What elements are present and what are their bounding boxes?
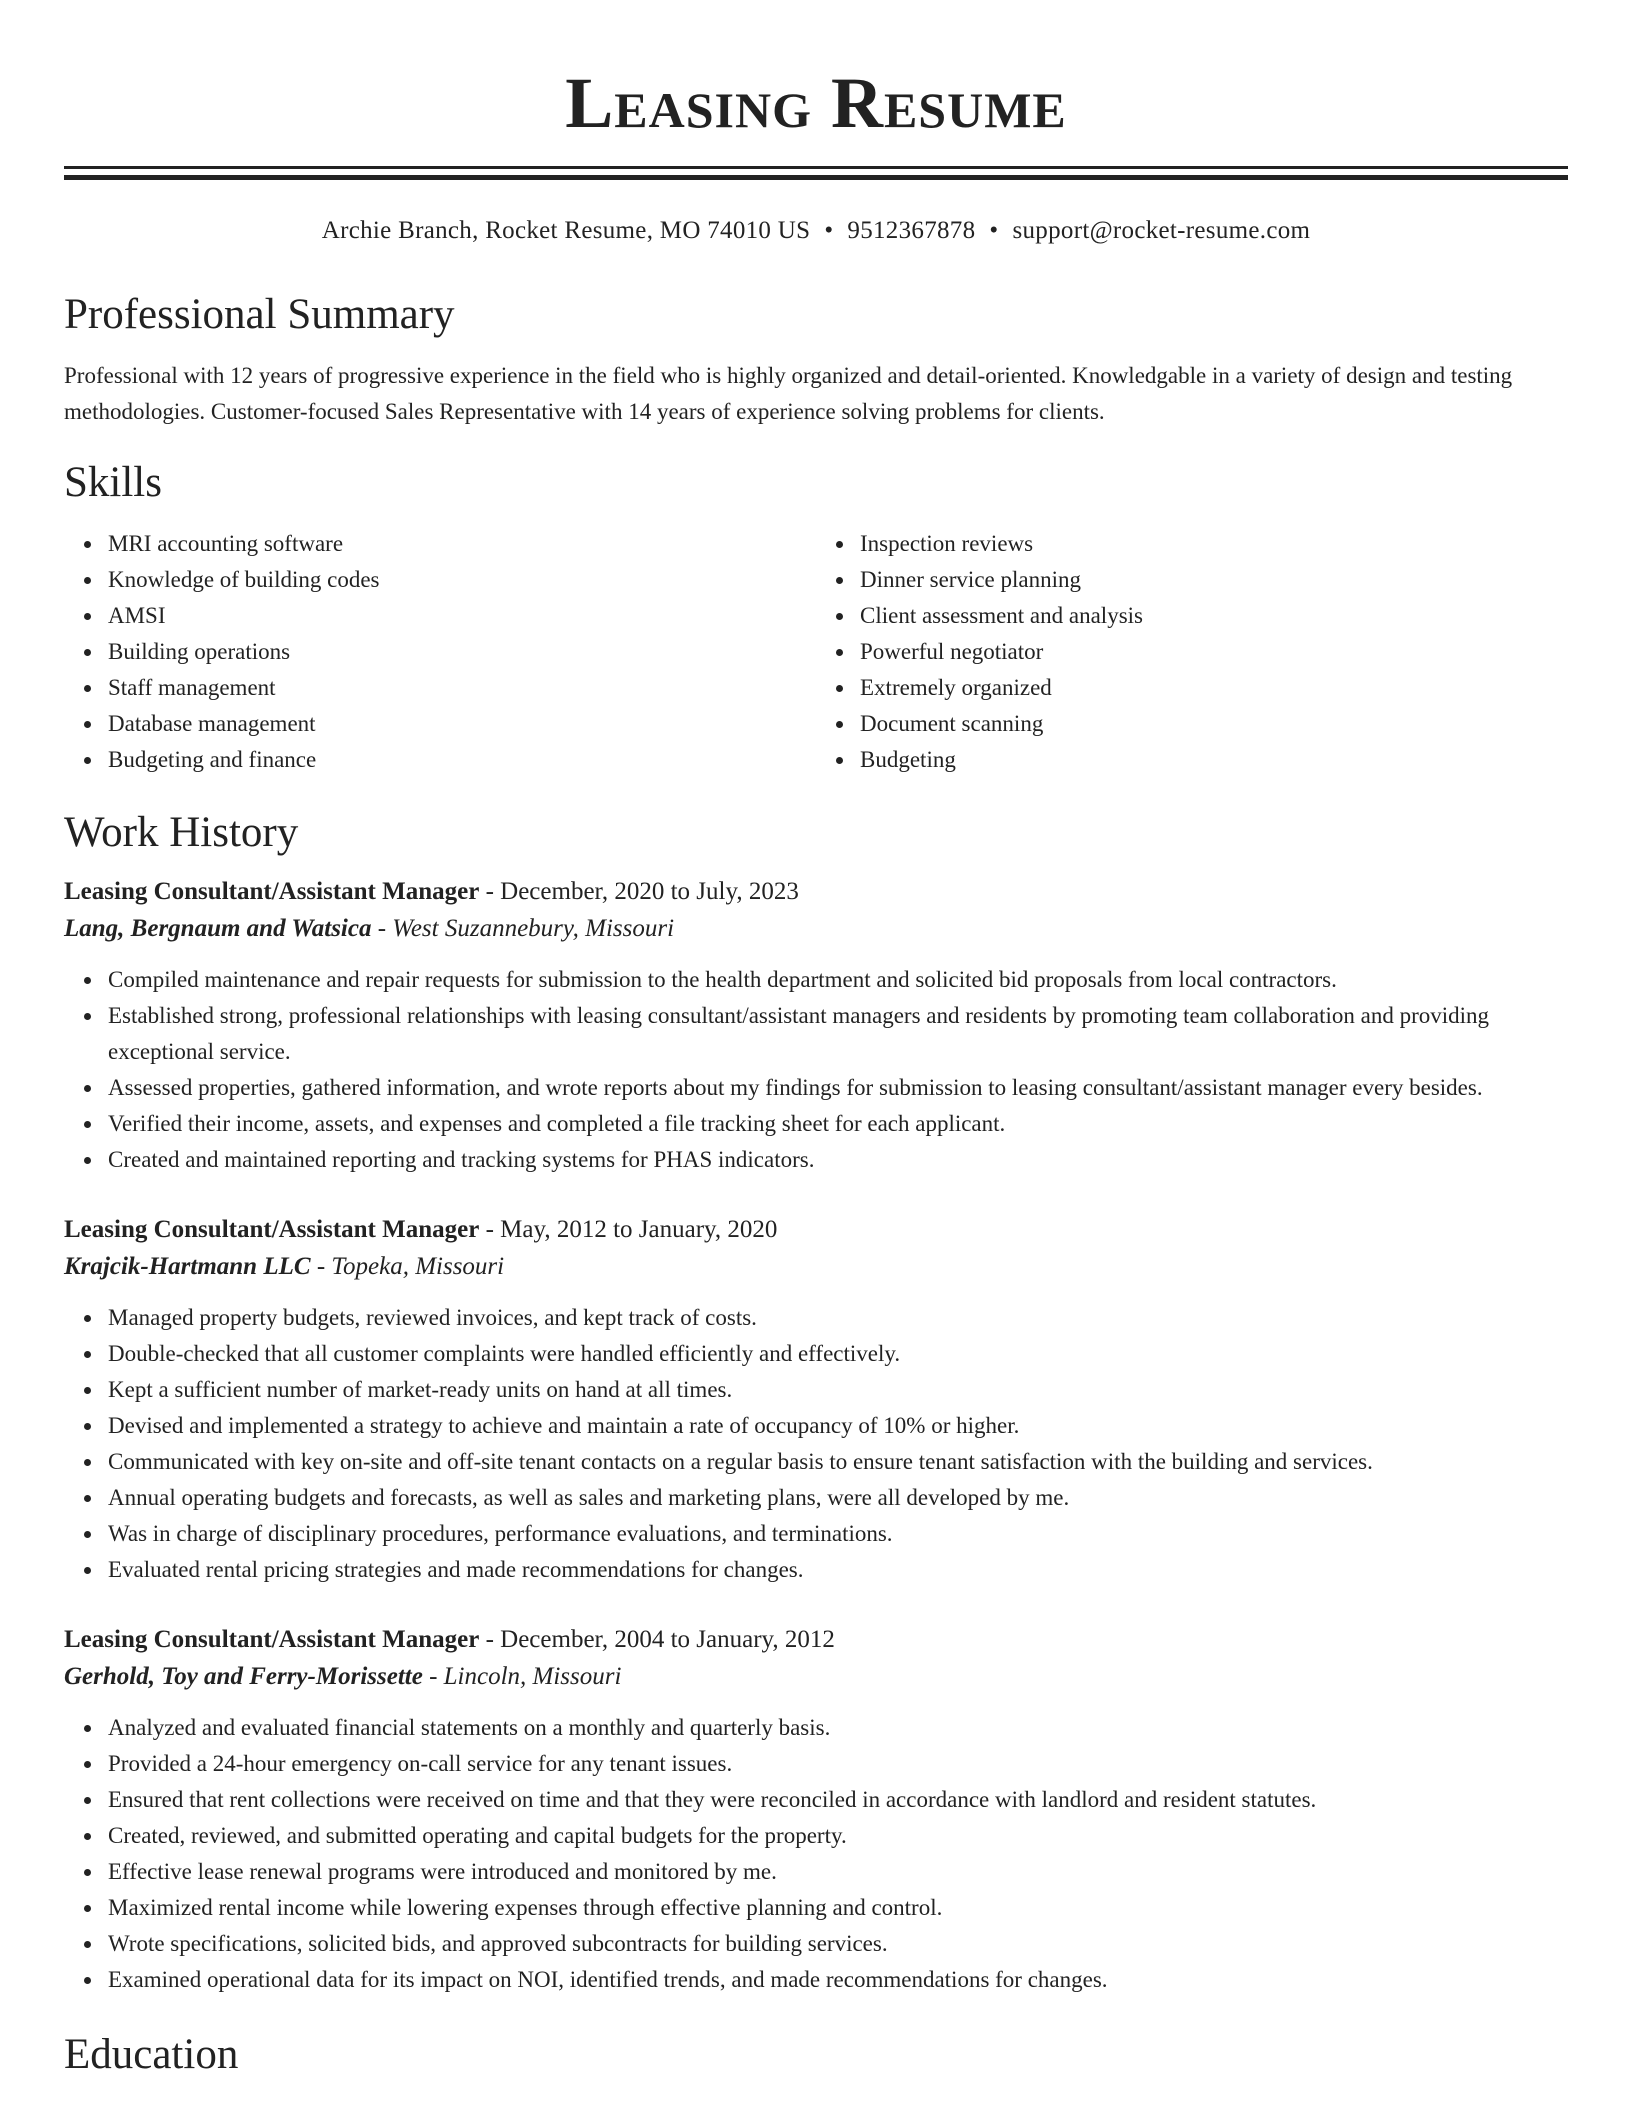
skills-list-right [816,526,1568,778]
job-bullet: Compiled maintenance and repair requests for submission to the health department and solicited bid proposals from local contractors. [108,962,1568,998]
skill-item: Extremely organized [860,670,1568,706]
skill-item: Document scanning [860,706,1568,742]
job-title-line [64,1212,1568,1248]
skill-item: AMSI [108,598,816,634]
section-heading-summary: Professional Summary [64,291,455,338]
job-bullet: Kept a sufficient number of market-ready units on hand at all times. [108,1372,1568,1408]
resume-title: Leasing Resume [565,63,1067,143]
job-bullet: Evaluated rental pricing strategies and made recommendations for changes. [108,1552,1568,1588]
job-bullets [64,1300,1568,1588]
skill-item: MRI accounting software [108,526,816,562]
job-bullets [64,962,1568,1178]
job-bullet: Annual operating budgets and forecasts, as well as sales and marketing plans, were all developed by me. [108,1480,1568,1516]
skill-item: Dinner service planning [860,562,1568,598]
job-bullet: Provided a 24-hour emergency on-call service for any tenant issues. [108,1746,1568,1782]
employer-location: - Lincoln, Missouri [422,1663,622,1690]
job-bullet: Established strong, professional relationships with leasing consultant/assistant managers and residents by promoting team collaboration and providing exceptional service. [108,998,1568,1070]
skill-item: Powerful negotiator [860,634,1568,670]
employer-line [64,1248,1568,1286]
job-bullet: Was in charge of disciplinary procedures, performance evaluations, and terminations. [108,1516,1568,1552]
job-bullet: Ensured that rent collections were received on time and that they were reconciled in accordance with landlord and resident statutes. [108,1782,1568,1818]
contact-phone: 9512367878 [847,217,976,244]
skills-list-left [64,526,816,778]
job-title: Leasing Consultant/Assistant Manager [64,1216,480,1243]
job-dates: - May, 2012 to January, 2020 [479,1216,778,1243]
job-bullet: Managed property budgets, reviewed invoices, and kept track of costs. [108,1300,1568,1336]
skills-columns [64,526,1568,778]
job-bullet: Wrote specifications, solicited bids, and approved subcontracts for building services. [108,1926,1568,1962]
job-title-line [64,874,1568,910]
job-title: Leasing Consultant/Assistant Manager [64,1626,480,1653]
job-dates: - December, 2020 to July, 2023 [479,878,799,905]
skill-item: Budgeting and finance [108,742,816,778]
job-title-line [64,1622,1568,1658]
skill-item: Database management [108,706,816,742]
skill-item: Client assessment and analysis [860,598,1568,634]
skill-item: Building operations [108,634,816,670]
contact-address: Archie Branch, Rocket Resume, MO 74010 US [321,217,811,244]
skill-item: Staff management [108,670,816,706]
title-rule-bottom [64,175,1568,180]
job-entry [64,1212,1568,1588]
job-bullet: Maximized rental income while lowering expenses through effective planning and control. [108,1890,1568,1926]
contact-separator: • [989,217,999,244]
job-bullet: Communicated with key on-site and off-site tenant contacts on a regular basis to ensure tenant satisfaction with the building and services. [108,1444,1568,1480]
employer-line [64,1658,1568,1696]
employer-name: Krajcik-Hartmann LLC [64,1253,311,1280]
employer-location: - Topeka, Missouri [310,1253,505,1280]
job-bullet: Effective lease renewal programs were introduced and monitored by me. [108,1854,1568,1890]
job-bullet: Analyzed and evaluated financial statements on a monthly and quarterly basis. [108,1710,1568,1746]
skill-item: Inspection reviews [860,526,1568,562]
skill-item: Knowledge of building codes [108,562,816,598]
employer-name: Gerhold, Toy and Ferry-Morissette [64,1663,423,1690]
employer-line [64,910,1568,948]
job-bullets [64,1710,1568,1998]
skill-item: Budgeting [860,742,1568,778]
section-heading-education: Education [64,2031,239,2078]
job-entry [64,874,1568,1178]
job-bullet: Examined operational data for its impact on NOI, identified trends, and made recommendations for changes. [108,1962,1568,1998]
job-bullet: Assessed properties, gathered information, and wrote reports about my findings for submission to leasing consultant/assistant manager every besides. [108,1070,1568,1106]
section-heading-skills: Skills [64,459,162,506]
title-rule-top [64,166,1568,169]
contact-email: support@rocket-resume.com [1012,217,1311,244]
section-heading-work-history: Work History [64,809,299,856]
job-entry [64,1622,1568,1998]
job-bullet: Devised and implemented a strategy to achieve and maintain a rate of occupancy of 10% or higher. [108,1408,1568,1444]
contact-separator: • [824,217,834,244]
summary-text: Professional with 12 years of progressive experience in the field who is highly organized and detail-oriented. Knowledgable in a variety of design and testing methodologies. Customer-focused Sales Representative with 14 years of experience solving problems for clients. [64,363,1513,424]
job-bullet: Created and maintained reporting and tracking systems for PHAS indicators. [108,1142,1568,1178]
employer-location: - West Suzannebury, Missouri [371,915,675,942]
job-bullet: Created, reviewed, and submitted operating and capital budgets for the property. [108,1818,1568,1854]
job-bullet: Verified their income, assets, and expenses and completed a file tracking sheet for each applicant. [108,1106,1568,1142]
employer-name: Lang, Bergnaum and Watsica [64,915,372,942]
job-bullet: Double-checked that all customer complaints were handled efficiently and effectively. [108,1336,1568,1372]
job-title: Leasing Consultant/Assistant Manager [64,878,480,905]
contact-line [64,214,1568,248]
job-dates: - December, 2004 to January, 2012 [479,1626,835,1653]
